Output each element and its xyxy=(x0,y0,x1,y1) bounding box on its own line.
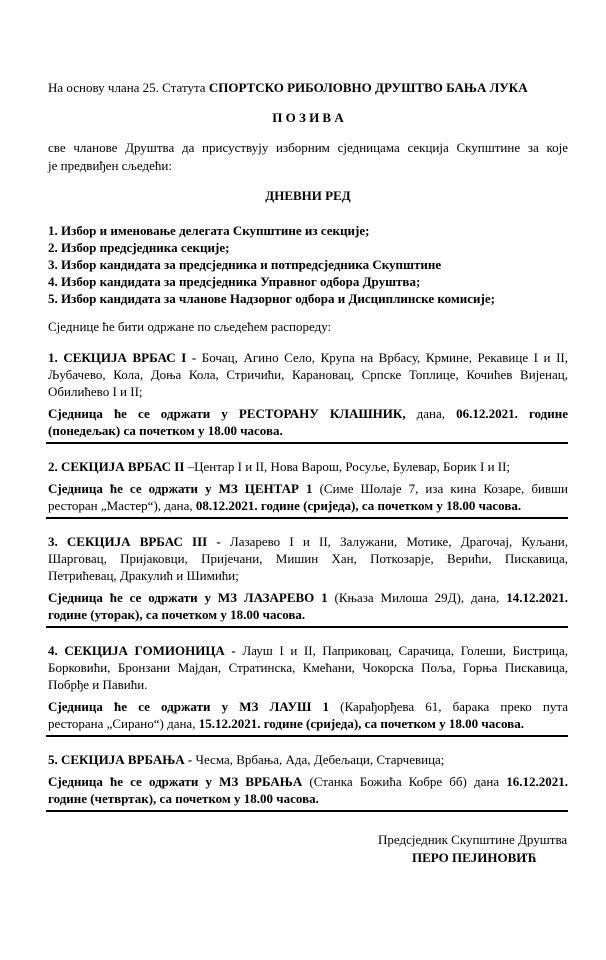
section-4-meeting-place: Сједница ће се одржати у МЗ ЛАУШ 1 xyxy=(48,699,341,714)
section-5-meeting-date: 16.12.2021. xyxy=(506,774,568,789)
invite-line-1: све чланове Друштва да присуствују изборним сједницама секција Скупштине за које xyxy=(48,140,568,155)
section-5-meeting-place: Сједница ће се одржати у МЗ ВРБАЊА xyxy=(48,774,310,789)
section-3-meeting-address: (Књаза Милоша 29Д), дана, xyxy=(334,590,507,605)
organization-name: СПОРТСКО РИБОЛОВНО ДРУШТВО БАЊА ЛУКА xyxy=(208,80,528,95)
signature-role: Предсједник Скупштине Друштва xyxy=(378,832,568,847)
section-1-meeting-date: 06.12.2021. године xyxy=(456,406,568,421)
intro-line xyxy=(48,80,568,96)
agenda-item-3: 3. Избор кандидата за предсједника и потпредсједника Скупштине xyxy=(48,257,442,272)
agenda-item-2: 2. Избор предсједника секције; xyxy=(48,240,230,255)
section-3-meeting-date: 14.12.2021. xyxy=(506,590,568,605)
section-1-areas-2: Љубачево, Кола, Доња Кола, Стричићи, Карановац, Српске Топлице, Кочићев Вијенац, xyxy=(48,367,568,382)
section-2-meeting-place: Сједница ће се одржати у МЗ ЦЕНТАР 1 xyxy=(48,481,320,496)
section-2-areas: –Центар I и II, Нова Варош, Росуље, Булевар, Борик I и II; xyxy=(187,459,511,474)
section-5-areas: Чесма, Врбања, Ада, Дебељаци, Старчевица; xyxy=(195,752,445,767)
section-2-meeting-address: (Симе Шолаје 7, иза кина Козаре, бивши xyxy=(319,481,568,496)
section-divider xyxy=(46,810,568,812)
section-5-meeting-time: године (четвртак), са почетком у 18.00 часова. xyxy=(48,791,319,806)
section-2-line-1 xyxy=(48,459,568,475)
agenda-item-4: 4. Избор кандидата за предсједника Управног одбора Друштва; xyxy=(48,274,421,289)
section-5-meeting-line-1 xyxy=(48,774,568,790)
section-4-meeting-date: 15.12.2021. године (сриједа), са почетком у 18.00 часова. xyxy=(198,716,524,731)
section-3-meeting-time: године (уторак), са почетком у 18.00 часова. xyxy=(48,607,306,622)
section-divider xyxy=(46,442,568,444)
section-2-meeting-date: 08.12.2021. године (сриједа), са почетком у 18.00 часова. xyxy=(195,498,522,513)
section-1-meeting-time: (понедељак) са почетком у 18.00 часова. xyxy=(48,423,283,438)
section-2-meeting-venue: ресторан „Мастер“), дана, xyxy=(48,498,196,513)
section-4-meeting-address: (Карађорђева 61, барака преко пута xyxy=(340,699,568,714)
section-5-meeting-address: (Станка Божића Кобре бб) дана xyxy=(309,774,507,789)
section-2-meeting-line-1 xyxy=(48,481,568,497)
section-1-meeting-line-1 xyxy=(48,406,568,422)
section-divider xyxy=(46,517,568,519)
section-3-meeting-line-1 xyxy=(48,590,568,606)
section-3-areas-2: Шарговац, Пријаковци, Пријечани, Мишин Хан, Поткозарје, Верићи, Пискавица, xyxy=(48,551,568,566)
section-divider xyxy=(46,626,568,628)
section-4-areas-2: Борковићи, Бронзани Мајдан, Стратинска, Кмећани, Чокорска Поља, Горња Пискавица, xyxy=(48,660,568,675)
section-3-areas-3: Петрићевац, Дракулић и Шимићи; xyxy=(48,568,239,583)
section-4-areas-1: Лауш I и II, Паприковац, Сарачица, Голеши, Бистрица, xyxy=(242,643,569,658)
section-4-meeting-line-2 xyxy=(48,716,568,732)
section-1-meeting-place: Сједница ће се одржати у РЕСТОРАНУ КЛАШНИК, xyxy=(48,406,417,421)
section-3-line-1 xyxy=(48,534,568,550)
section-5-title: 5. СЕКЦИЈА ВРБАЊА - xyxy=(48,752,196,767)
section-4-line-1 xyxy=(48,643,568,659)
section-3-meeting-place: Сједница ће се одржати у МЗ ЛАЗАРЕВО 1 xyxy=(48,590,335,605)
section-1-areas-3: Обилићево I и II; xyxy=(48,384,143,399)
section-4-title: 4. СЕКЦИЈА ГОМИОНИЦА - xyxy=(48,643,243,658)
poziva-heading: П О З И В А xyxy=(272,110,344,125)
section-divider xyxy=(46,735,568,737)
section-1-line-1 xyxy=(48,350,568,366)
section-4-areas-3: Побрђе и Павићи. xyxy=(48,677,148,692)
agenda-item-5: 5. Избор кандидата за чланове Надзорног одбора и Дисциплинске комисије; xyxy=(48,291,495,306)
section-3-title: 3. СЕКЦИЈА ВРБАС III - xyxy=(48,534,230,549)
section-4-meeting-venue: ресторана „Сирано“) дана, xyxy=(48,716,199,731)
section-1-areas-1: Бочац, Агино Село, Крупа на Врбасу, Крмине, Рекавице I и II, xyxy=(201,350,568,365)
section-1-title: 1. СЕКЦИЈА ВРБАС I - xyxy=(48,350,202,365)
section-1-meeting-dana: дана, xyxy=(416,406,457,421)
intro-prefix: На основу члана 25. Статута xyxy=(48,80,209,95)
section-5-line-1 xyxy=(48,752,568,768)
section-2-title: 2. СЕКЦИЈА ВРБАС II xyxy=(48,459,188,474)
section-2-meeting-line-2 xyxy=(48,498,568,514)
signature-name: ПЕРО ПЕЈИНОВИЋ xyxy=(412,850,537,865)
invite-line-2: је предвиђен сљедећи: xyxy=(48,158,172,173)
agenda-item-1: 1. Избор и именовање делегата Скупштине из секције; xyxy=(48,223,370,238)
section-3-areas-1: Лазарево I и II, Залужани, Мотике, Драгочај, Куљани, xyxy=(229,534,568,549)
section-4-meeting-line-1 xyxy=(48,699,568,715)
agenda-title: ДНЕВНИ РЕД xyxy=(265,188,351,203)
schedule-intro: Сједнице ће бити одржане по сљедећем распореду: xyxy=(48,319,332,334)
